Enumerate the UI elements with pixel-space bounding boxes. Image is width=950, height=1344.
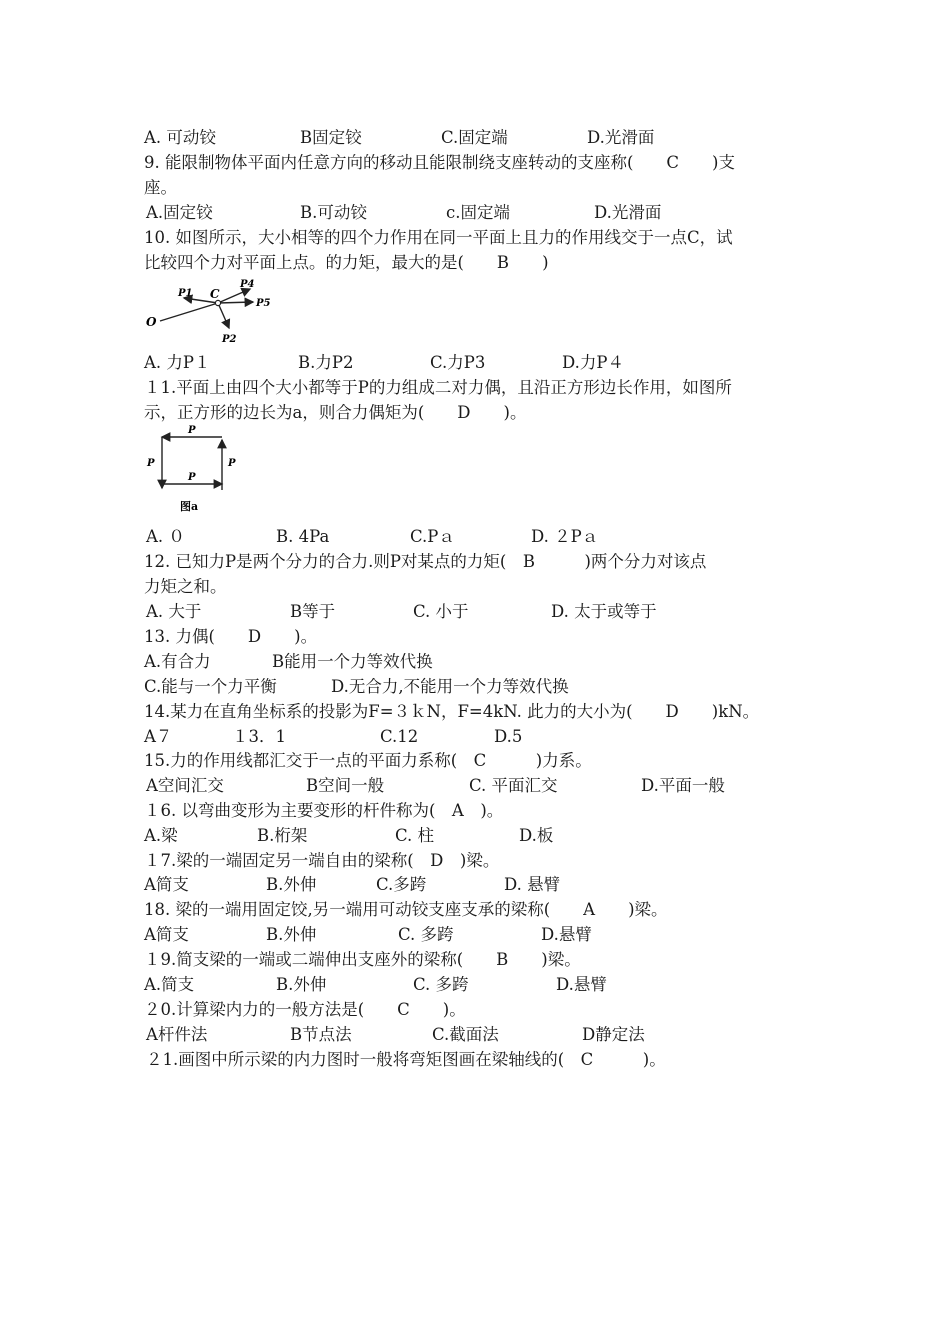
option-a: A.简支: [144, 975, 195, 994]
option-b: B. 4Pa: [276, 527, 330, 546]
option-b: B.外伸: [266, 925, 317, 944]
option-d: D.5: [494, 727, 523, 746]
label-right-p: P: [228, 458, 236, 469]
q17-line-1: １7.梁的一端固定另一端自由的梁称( D )梁。: [144, 851, 500, 870]
q16-line-1: １6. 以弯曲变形为主要变形的杆件称为( A )。: [144, 801, 504, 820]
option-b: B.桁架: [257, 826, 308, 845]
option-c: C.能与一个力平衡: [144, 677, 277, 696]
option-d: D. 悬臂: [504, 875, 561, 894]
option-c: C. 小于: [413, 602, 469, 621]
option-a: A简支: [144, 875, 189, 894]
point-c-marker: [215, 300, 220, 305]
q9-line-1: 9. 能限制物体平面内任意方向的移动且能限制绕支座转动的支座称( C )支: [144, 153, 735, 172]
option-b: １3．1: [232, 727, 286, 746]
q20-line-1: ２0.计算梁内力的一般方法是( C )。: [144, 1000, 466, 1019]
q21-line-1: ２1.画图中所示梁的内力图时一般将弯矩图画在梁轴线的( C )。: [146, 1050, 666, 1069]
option-b: B固定铰: [300, 128, 362, 147]
option-b: B空间一般: [306, 776, 385, 795]
option-a: A７: [144, 727, 173, 746]
option-c: C.Pａ: [410, 527, 455, 546]
option-d: D.光滑面: [594, 203, 662, 222]
option-b: B.可动铰: [300, 203, 367, 222]
q9-line-2: 座。: [144, 178, 177, 197]
q14-line-1: 14.某力在直角坐标系的投影为F=３ｋN，F=4kN. 此力的大小为( D )kN。: [144, 702, 760, 721]
option-c: C.截面法: [432, 1025, 499, 1044]
option-d: D静定法: [582, 1025, 645, 1044]
label-top-p: P: [188, 425, 196, 436]
option-d: D.平面一般: [641, 776, 725, 795]
label-p2: P2: [222, 334, 237, 345]
option-b: B.力P2: [298, 353, 354, 372]
option-d: D.悬臂: [541, 925, 592, 944]
option-c: C. 多跨: [413, 975, 469, 994]
option-b: B能用一个力等效代换: [272, 652, 433, 671]
force-p5-arrow: [218, 302, 253, 303]
label-p1: P1: [178, 288, 193, 299]
force-p2-arrow: [218, 303, 229, 328]
force-diagram: [140, 276, 280, 346]
square-force-diagram: [140, 424, 250, 516]
line-o-to-c: [160, 303, 218, 321]
option-c: C.12: [380, 727, 419, 746]
label-bottom-p: P: [188, 472, 196, 483]
q13-line-1: 13. 力偶( D )。: [144, 627, 318, 646]
option-a: A.固定铰: [146, 203, 213, 222]
option-d: D.悬臂: [556, 975, 607, 994]
option-d: D.光滑面: [587, 128, 655, 147]
option-b: B等于: [290, 602, 336, 621]
option-c: C. 多跨: [398, 925, 454, 944]
q15-line-1: 15.力的作用线都汇交于一点的平面力系称( C )力系。: [144, 751, 592, 770]
option-a: A简支: [144, 925, 189, 944]
option-b: B.外伸: [276, 975, 327, 994]
figure-caption: 图a: [180, 500, 199, 513]
option-d: D.力P４: [562, 353, 624, 372]
option-a: A空间汇交: [146, 776, 224, 795]
label-p4: P4: [240, 279, 255, 290]
option-c: c.固定端: [446, 203, 510, 222]
option-d: D.板: [519, 826, 554, 845]
option-c: C. 柱: [395, 826, 435, 845]
q19-line-1: １9.简支梁的一端或二端伸出支座外的梁称( B )梁。: [144, 950, 581, 969]
option-a: A. ０: [146, 527, 185, 546]
option-a: A.梁: [144, 826, 178, 845]
option-b: B节点法: [290, 1025, 352, 1044]
q10-line-2: 比较四个力对平面上点。的力矩，最大的是( B ): [144, 253, 549, 272]
option-a: A杆件法: [146, 1025, 208, 1044]
q12-line-1: 12. 已知力P是两个分力的合力.则P对某点的力矩( B )两个分力对该点: [144, 552, 707, 571]
option-d: D.无合力,不能用一个力等效代换: [331, 677, 569, 696]
q11-line-1: １1.平面上由四个大小都等于P的力组成二对力偶，且沿正方形边长作用，如图所: [144, 378, 732, 397]
option-a: A. 可动铰: [144, 128, 216, 147]
option-d: D. ２Pａ: [531, 527, 599, 546]
q10-line-1: 10. 如图所示，大小相等的四个力作用在同一平面上且力的作用线交于一点C，试: [144, 228, 733, 247]
q12-line-2: 力矩之和。: [144, 577, 227, 596]
option-c: C.多跨: [376, 875, 427, 894]
option-a: A. 力P１: [144, 353, 211, 372]
option-a: A. 大于: [146, 602, 202, 621]
force-p4-arrow: [218, 289, 250, 303]
option-c: C. 平面汇交: [469, 776, 558, 795]
label-p5: P5: [256, 298, 271, 309]
label-o: O: [146, 315, 157, 329]
option-a: A.有合力: [144, 652, 211, 671]
option-c: C.力P3: [430, 353, 486, 372]
option-d: D. 太于或等于: [551, 602, 657, 621]
option-c: C.固定端: [441, 128, 508, 147]
q11-line-2: 示，正方形的边长为a，则合力偶矩为( D )。: [144, 403, 527, 422]
q18-line-1: 18. 梁的一端用固定饺,另一端用可动铰支座支承的梁称( A )梁。: [144, 900, 668, 919]
label-c: C: [210, 287, 220, 301]
option-b: B.外伸: [266, 875, 317, 894]
label-left-p: P: [147, 458, 155, 469]
